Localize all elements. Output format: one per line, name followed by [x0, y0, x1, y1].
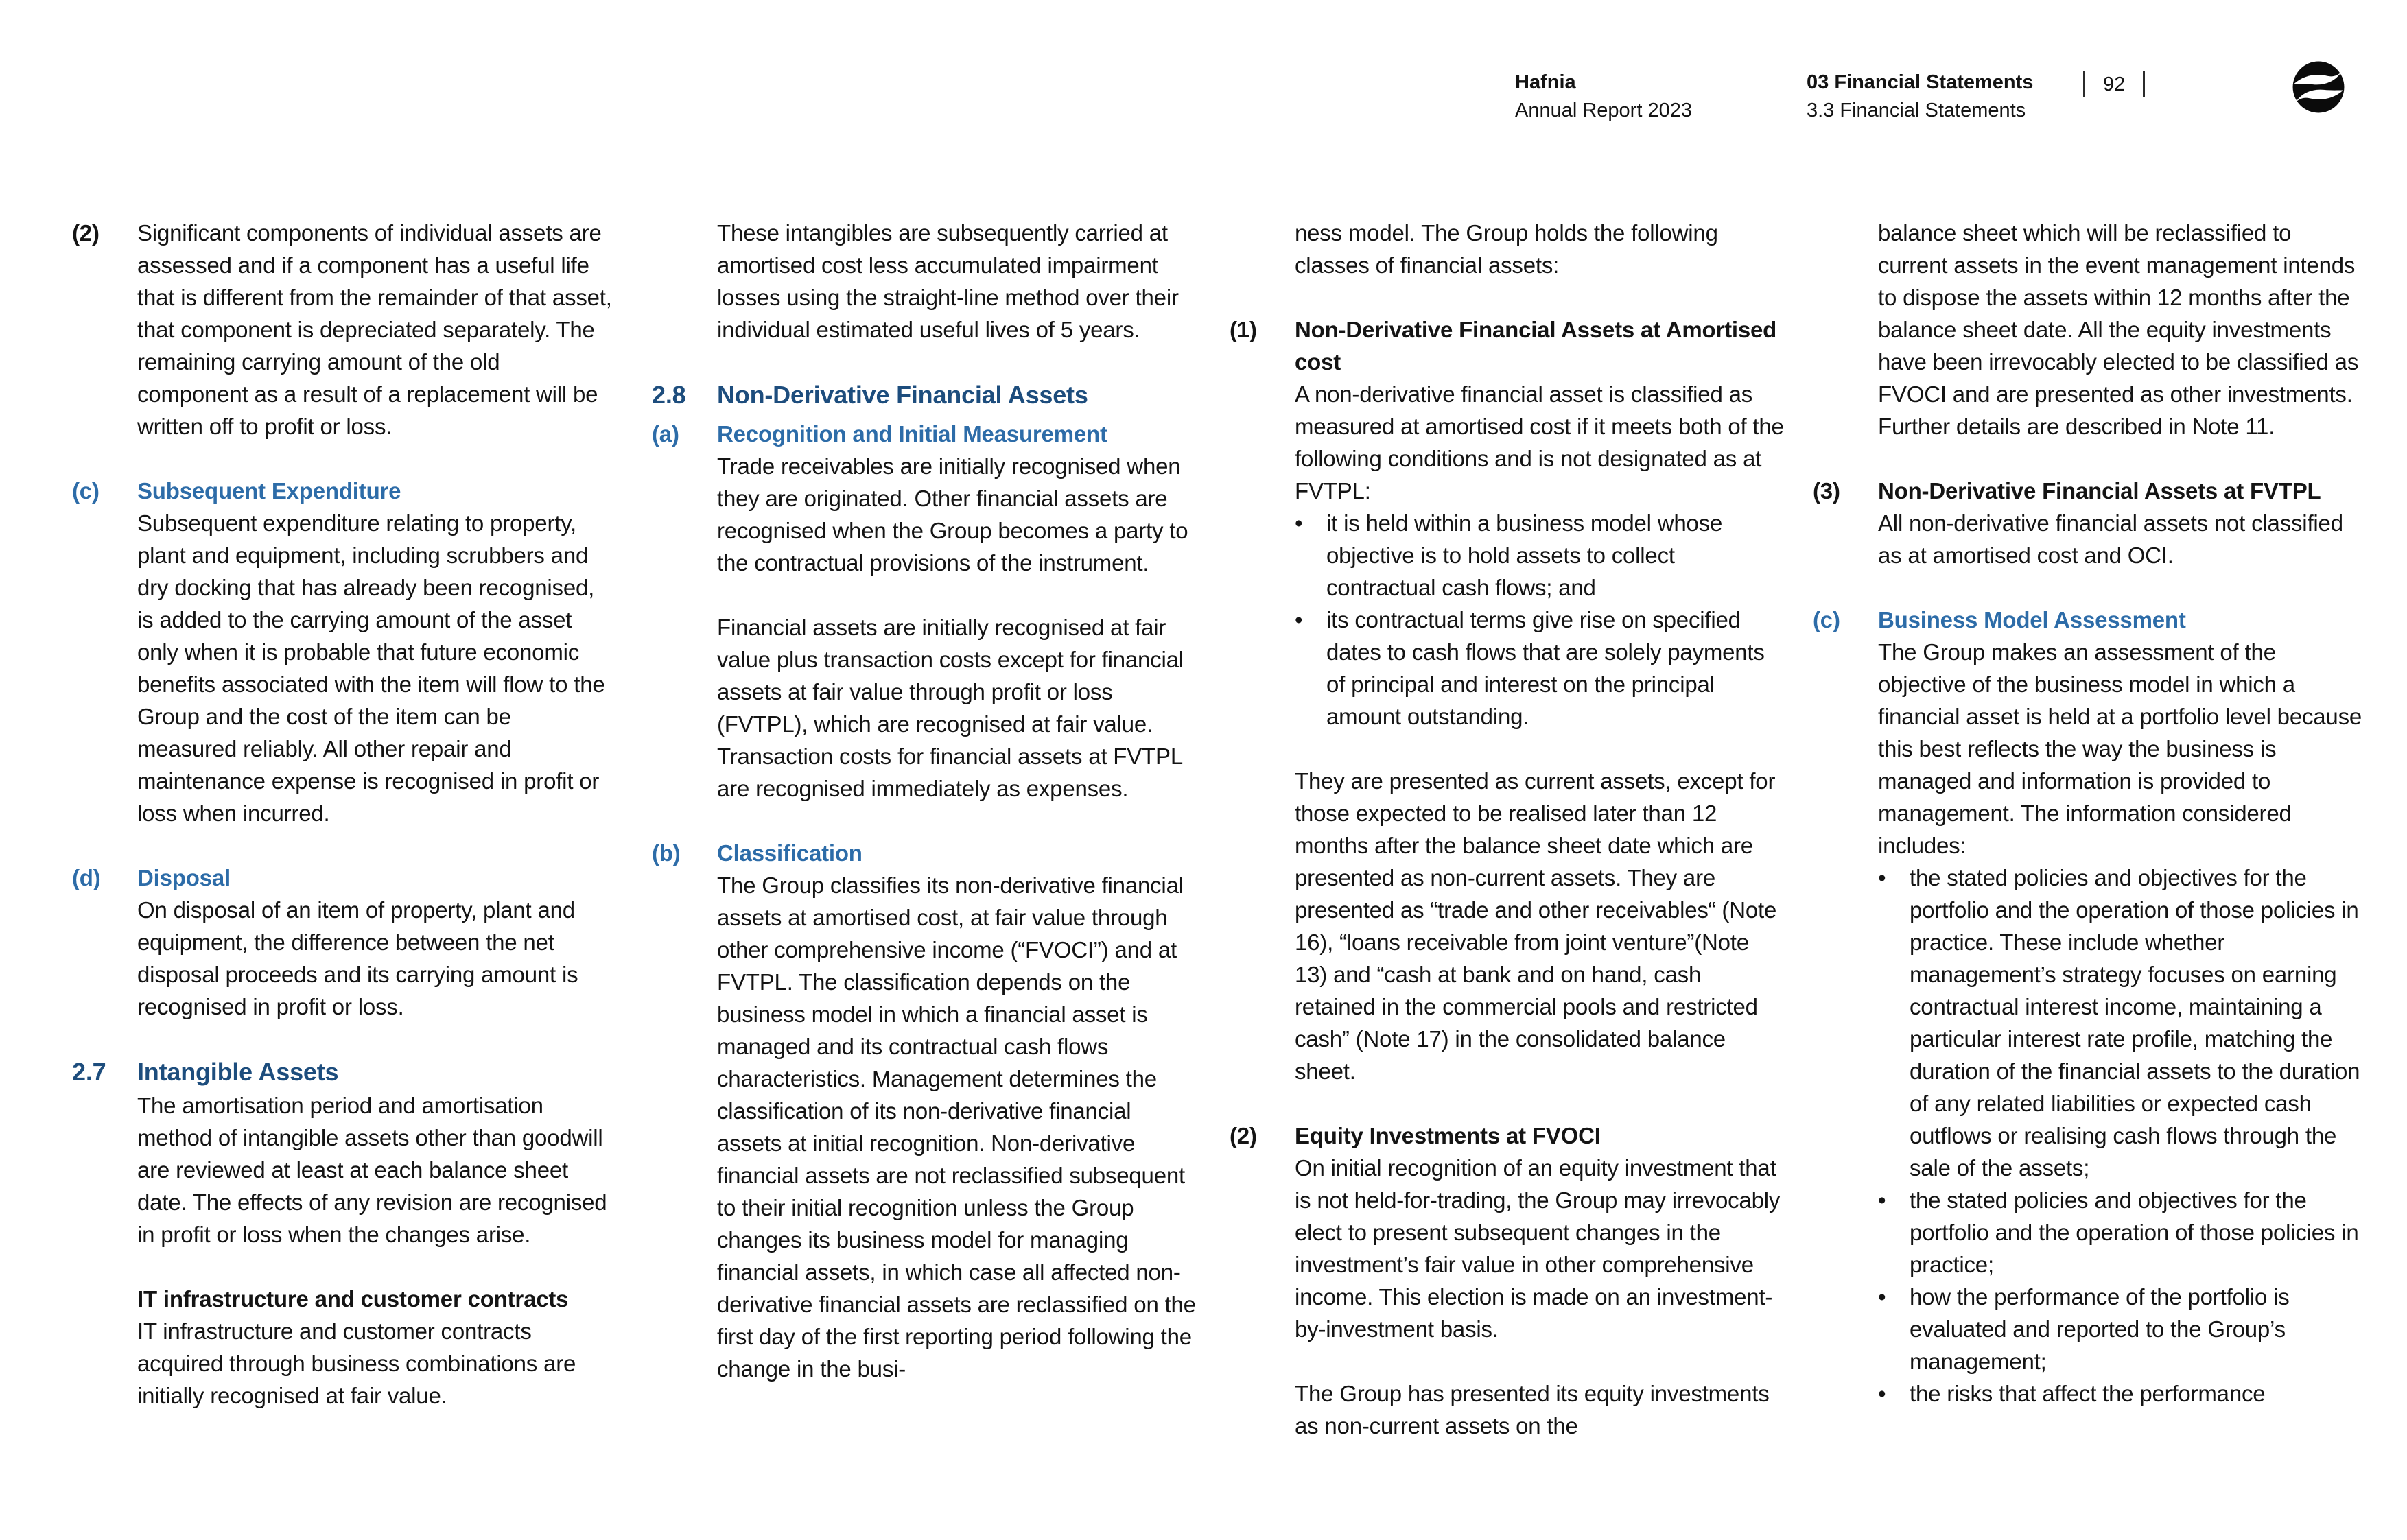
- page-number-value: 92: [2103, 73, 2126, 95]
- bullet-list: [1878, 862, 2366, 1410]
- block-label: (2): [72, 220, 99, 246]
- bullet-list: [1295, 507, 1787, 733]
- brand-name: Hafnia: [1515, 71, 1576, 93]
- paragraph: Financial assets are initially recognised at fair value plus transaction costs except for financial assets at fair value through profit or loss (FVTPL), which are recognised at fair value. Transaction costs for financial assets at FVTPL are recognised immediately as expenses.: [717, 615, 1184, 801]
- bullet-dot-icon: •: [1878, 1187, 1886, 1213]
- text-block: [72, 475, 613, 829]
- block-label: (b): [652, 840, 681, 866]
- text-column-4: [1813, 217, 2366, 1410]
- text-block: [1813, 475, 2366, 571]
- brand-subtitle: Annual Report 2023: [1515, 99, 1692, 121]
- bullet-text: the stated policies and objectives for the portfolio and the operation of those policies in practice. These include whether management’s strategy focuses on earning contractual interest income, maintaining a particular interest rate profile, matching the duration of the financial assets to the duration of any related liabilities or expected cash outflows or realising cash flows through the sale of the assets;: [1910, 865, 2360, 1181]
- text-block: [72, 1055, 613, 1251]
- block-heading: Non-Derivative Financial Assets at Amortised cost: [1295, 317, 1777, 375]
- paragraph: The Group has presented its equity investments as non-current assets on the: [1295, 1381, 1770, 1438]
- header-section: [1807, 69, 2033, 125]
- bullet-text: its contractual terms give rise on specified dates to cash flows that are solely payments of principal and interest on the principal amount outstanding.: [1326, 607, 1765, 729]
- block-label: [652, 217, 717, 346]
- bullet-dot-icon: •: [1295, 510, 1303, 536]
- paragraph: The Group makes an assessment of the objective of the business model in which a financial asset is held at a portfolio level because this best reflects the way the business is managed and information is provided to management. The information considered includes:: [1878, 639, 2362, 858]
- block-heading: Non-Derivative Financial Assets at FVTPL: [1878, 478, 2321, 504]
- section-title: 03 Financial Statements: [1807, 71, 2034, 93]
- block-content: [717, 837, 1199, 1385]
- block-label: (c): [72, 478, 99, 504]
- block-heading: Equity Investments at FVOCI: [1295, 1123, 1601, 1148]
- block-content: [1878, 604, 2366, 1410]
- paragraph: IT infrastructure and customer contracts acquired through business combinations are initially recognised at fair value.: [137, 1318, 576, 1408]
- paragraph: A non-derivative financial asset is classified as measured at amortised cost if it meets both of the following conditions and is not designated as at FVTPL:: [1295, 381, 1784, 504]
- block-heading: IT infrastructure and customer contracts: [137, 1286, 569, 1312]
- block-heading: Disposal: [137, 865, 231, 890]
- paragraph: The amortisation period and amortisation method of intangible assets other than goodwill are reviewed at least at each balance sheet date. The effects of any revision are recognised in profit or loss when the changes arise.: [137, 1093, 607, 1247]
- text-block: [652, 837, 1199, 1385]
- block-content: [137, 1283, 613, 1412]
- text-column-2: [652, 217, 1199, 1385]
- paragraph: They are presented as current assets, except for those expected to be realised later than 12 months after the balance sheet date which are presented as non-current assets. They are presented as “trade and other receivables“ (Note 16), “loans receivable from joint venture”(Note 13) and “cash at bank and on hand, cash retained in the commercial pools and restricted cash” (Note 17) in the consolidated balance sheet.: [1295, 768, 1777, 1084]
- bullet-dot-icon: •: [1295, 607, 1303, 632]
- bullet-item: [1878, 1377, 2366, 1410]
- block-heading: Classification: [717, 840, 862, 866]
- block-content: [1295, 313, 1787, 1087]
- text-column-1: [72, 217, 613, 1412]
- bullet-dot-icon: •: [1878, 1284, 1886, 1310]
- hafnia-logo-icon: [2292, 60, 2345, 114]
- paragraph: These intangibles are subsequently carried at amortised cost less accumulated impairment losses using the straight-line method over their individual estimated useful lives of 5 years.: [717, 220, 1179, 342]
- bullet-dot-icon: •: [1878, 865, 1886, 890]
- text-block: [1230, 1120, 1787, 1442]
- paragraph: Trade receivables are initially recognised when they are originated. Other financial assets are recognised when the Group becomes a party to the contractual provisions of the instrument.: [717, 453, 1188, 576]
- paragraph: All non-derivative financial assets not classified as at amortised cost and OCI.: [1878, 510, 2343, 568]
- block-label: (c): [1813, 607, 1840, 632]
- bullet-item: [1878, 1281, 2366, 1377]
- block-content: [1295, 217, 1787, 281]
- block-label: [1230, 217, 1295, 281]
- block-content: [137, 1055, 613, 1251]
- text-block: [72, 217, 613, 442]
- text-block: [1813, 604, 2366, 1410]
- bullet-item: [1878, 862, 2366, 1184]
- block-label: 2.8: [652, 381, 686, 409]
- block-label: (a): [652, 421, 679, 447]
- paragraph: ness model. The Group holds the following classes of financial assets:: [1295, 220, 1718, 278]
- block-content: [717, 418, 1199, 805]
- block-content: [137, 862, 613, 1023]
- bullet-item: [1295, 604, 1787, 733]
- block-heading: Business Model Assessment: [1878, 607, 2186, 632]
- paragraph: On disposal of an item of property, plant and equipment, the difference between the net disposal proceeds and its carrying amount is recognised in profit or loss.: [137, 897, 578, 1019]
- block-content: [717, 217, 1199, 346]
- block-heading: Intangible Assets: [137, 1058, 339, 1086]
- block-heading: Subsequent Expenditure: [137, 478, 401, 504]
- block-label: [1813, 217, 1878, 442]
- paragraph: The Group classifies its non-derivative financial assets at amortised cost, at fair value through other comprehensive income (“FVOCI”) and at FVTPL. The classification depends on the business model in which a financial asset is managed and its contractual cash flows characteristics. Management determines the classification of its non-derivative financial assets at initial recognition. Non-derivative financial assets are not reclassified subsequent to their initial recognition unless the Group changes its business model for managing financial assets, in which case all affected non-derivative financial assets are reclassified on the first day of the first reporting period following the change in the busi-: [717, 873, 1196, 1382]
- text-block: [652, 217, 1199, 346]
- block-content: [137, 475, 613, 829]
- page-number: [2083, 71, 2145, 97]
- bullet-text: it is held within a business model whose objective is to hold assets to collect contractual cash flows; and: [1326, 510, 1723, 600]
- text-block: [1230, 313, 1787, 1087]
- paragraph: On initial recognition of an equity investment that is not held-for-trading, the Group may irrevocably elect to present subsequent changes in the investment’s fair value in other comprehensive income. This election is made on an investment-by-investment basis.: [1295, 1155, 1781, 1342]
- block-content: [1295, 1120, 1787, 1442]
- text-block: [72, 1283, 613, 1412]
- block-content: [1878, 475, 2366, 571]
- bullet-item: [1295, 507, 1787, 604]
- block-label: [72, 1283, 137, 1412]
- block-content: [137, 217, 613, 442]
- bullet-text: how the performance of the portfolio is evaluated and reported to the Group’s management;: [1910, 1284, 2290, 1374]
- paragraph: balance sheet which will be reclassified to current assets in the event management intends to dispose the assets within 12 months after the balance sheet date. All the equity investments have been irrevocably elected to be classified as FVOCI and are presented as other investments. Further details are described in Note 11.: [1878, 220, 2359, 439]
- block-label: (d): [72, 865, 101, 890]
- page-number-bar-right-icon: [2143, 71, 2145, 97]
- text-block: [1813, 217, 2366, 442]
- text-block: [1230, 217, 1787, 281]
- block-label: 2.7: [72, 1058, 106, 1086]
- text-block: [652, 378, 1199, 412]
- bullet-text: the risks that affect the performance: [1910, 1381, 2266, 1406]
- bullet-dot-icon: •: [1878, 1381, 1886, 1406]
- block-label: (1): [1230, 317, 1257, 342]
- header-brand: [1515, 69, 1692, 125]
- block-heading: Non-Derivative Financial Assets: [717, 381, 1088, 409]
- text-block: [652, 418, 1199, 805]
- block-label: (3): [1813, 478, 1840, 504]
- block-content: [717, 378, 1199, 412]
- block-heading: Recognition and Initial Measurement: [717, 421, 1107, 447]
- bullet-item: [1878, 1184, 2366, 1281]
- text-block: [72, 862, 613, 1023]
- text-column-3: [1230, 217, 1787, 1442]
- bullet-text: the stated policies and objectives for the portfolio and the operation of those policies in practice;: [1910, 1187, 2359, 1277]
- page-number-bar-left-icon: [2083, 71, 2085, 97]
- block-content: [1878, 217, 2366, 442]
- section-subtitle: 3.3 Financial Statements: [1807, 99, 2026, 121]
- block-label: (2): [1230, 1123, 1257, 1148]
- paragraph: Subsequent expenditure relating to property, plant and equipment, including scrubbers and dry docking that has already been recognised, is added to the carrying amount of the asset only when it is probable that future economic benefits associated with the item will flow to the Group and the cost of the item can be measured reliably. All other repair and maintenance expense is recognised in profit or loss when incurred.: [137, 510, 605, 826]
- paragraph: Significant components of individual assets are assessed and if a component has a useful life that is different from the remainder of that asset, that component is depreciated separately. The remaining carrying amount of the old component as a result of a replacement will be written off to profit or loss.: [137, 220, 612, 439]
